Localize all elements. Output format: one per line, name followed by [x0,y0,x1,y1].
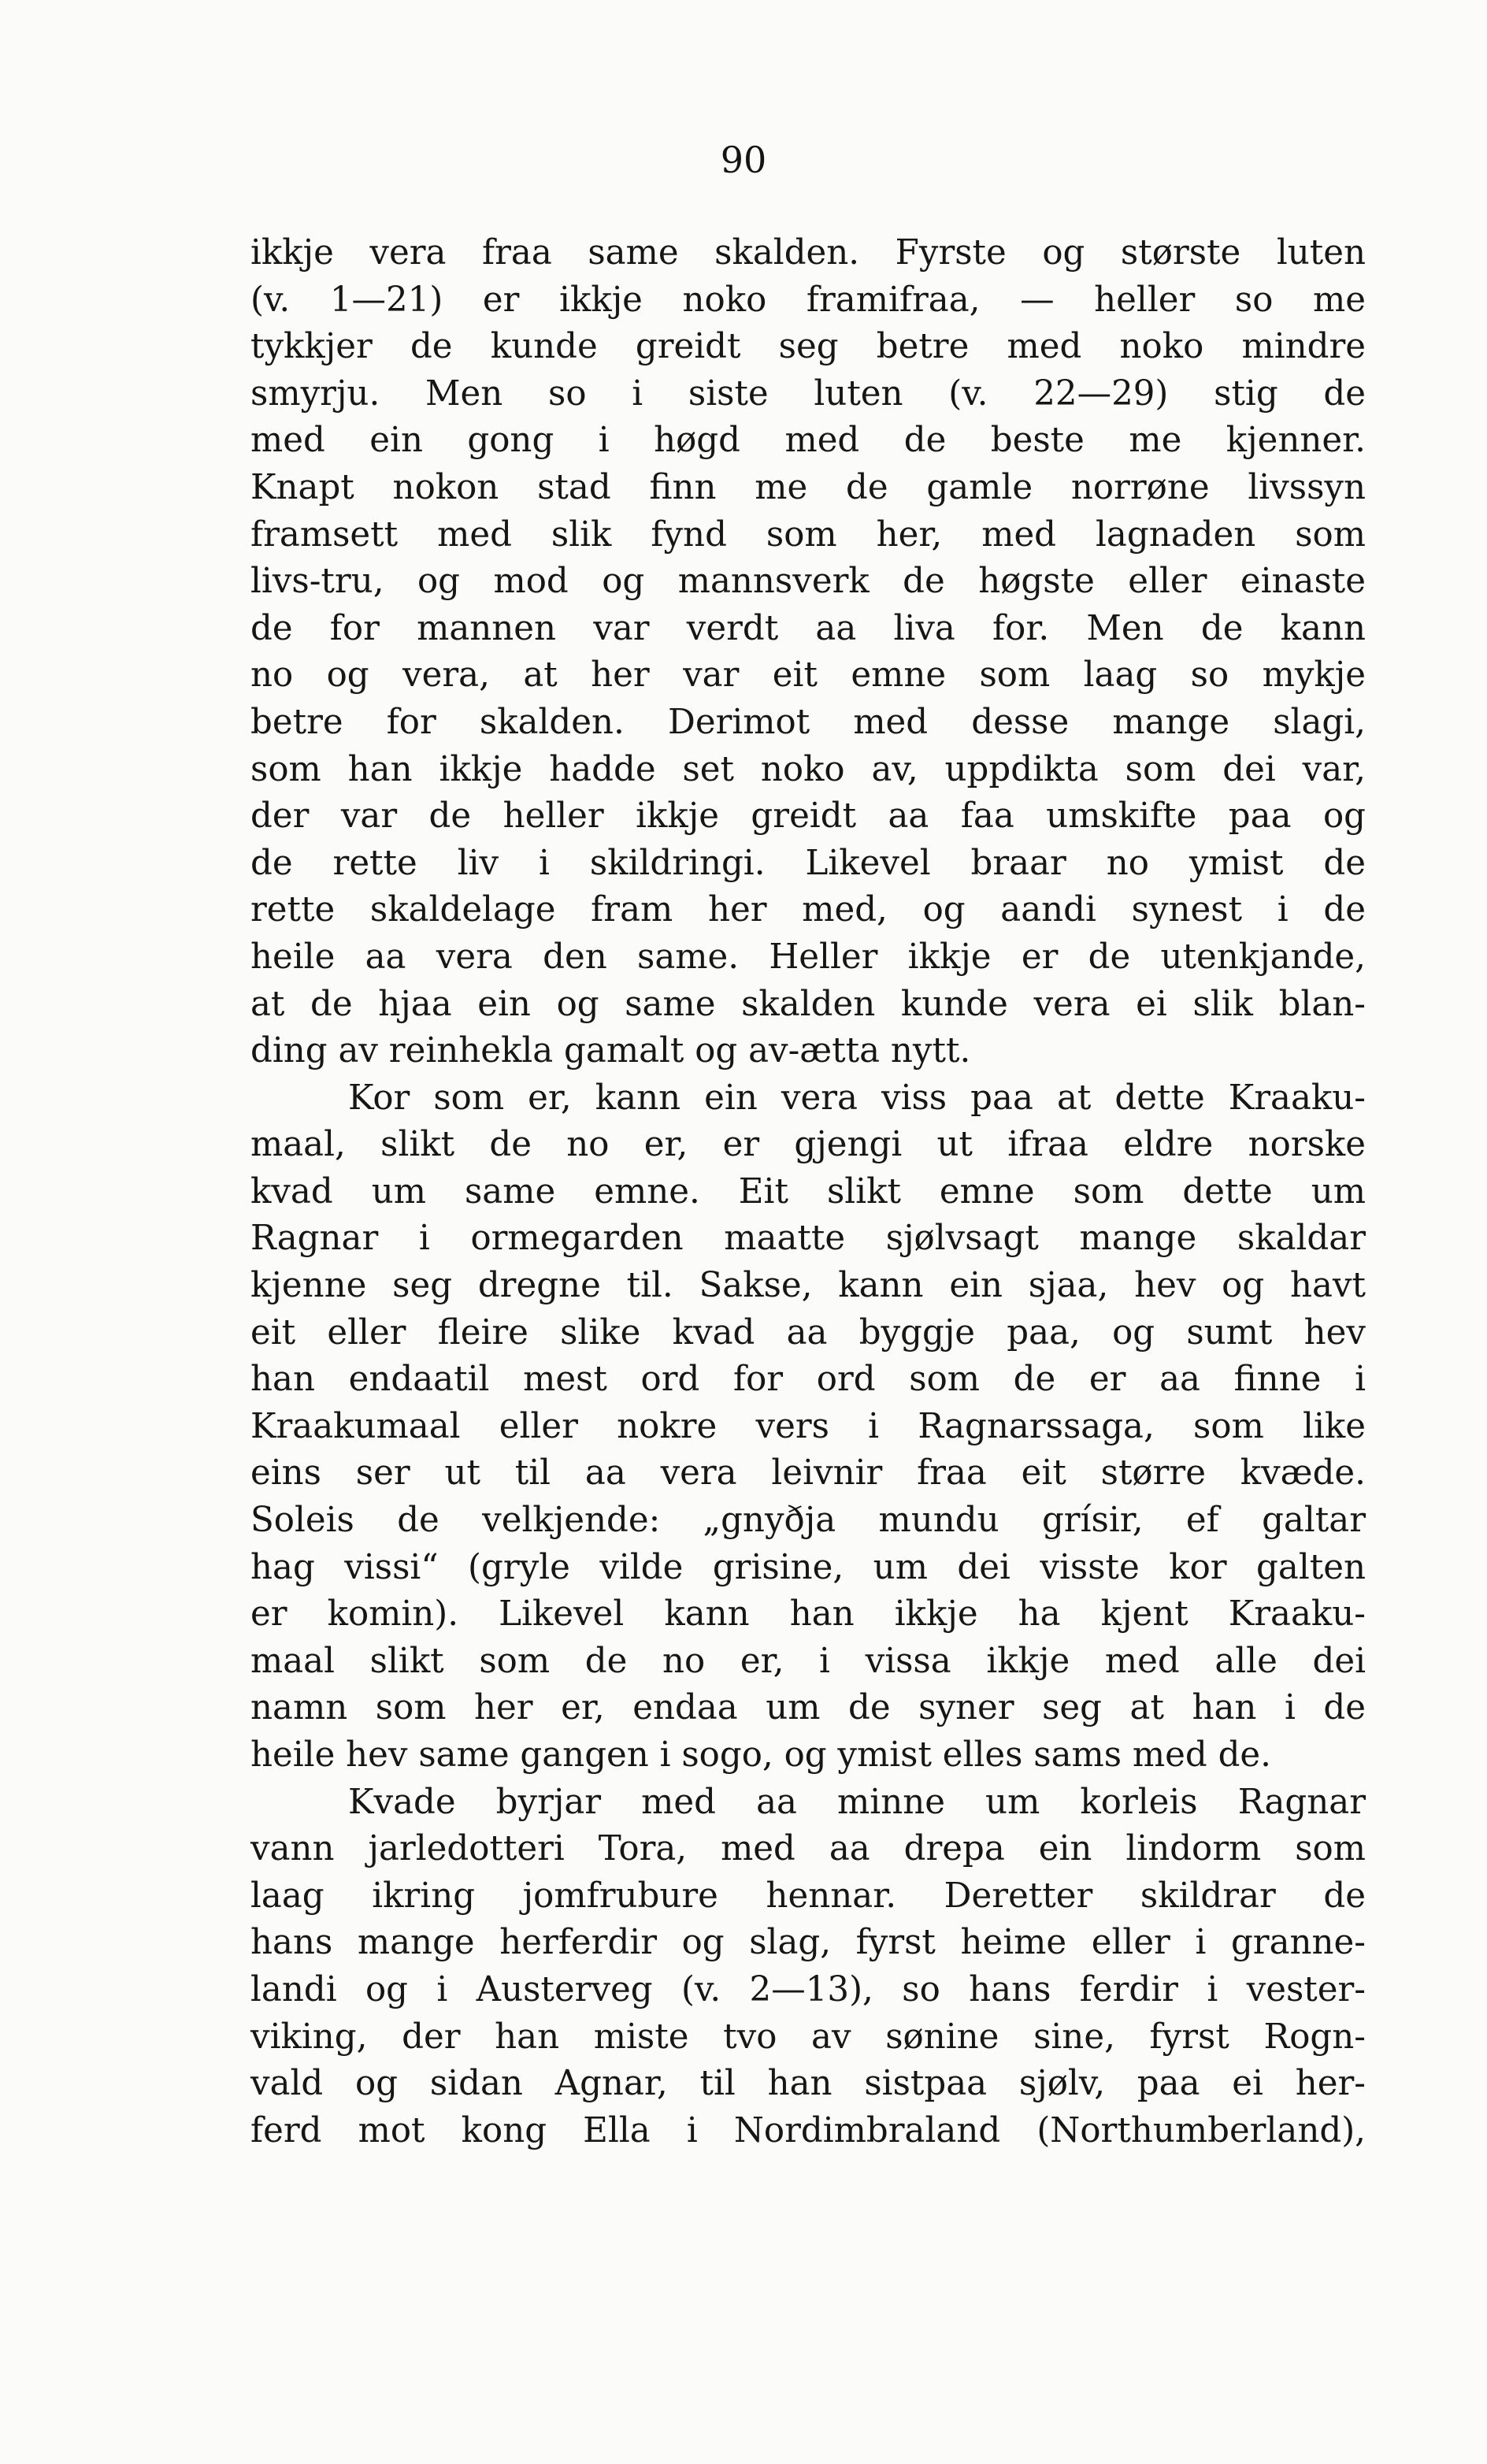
text-line: landi og i Austerveg (v. 2—13), so hans ferdir i vester- [250,1969,1366,2009]
text-line: vald og sidan Agnar, til han sistpaa sjølv, paa ei her- [250,2064,1366,2104]
text-line: tykkjer de kunde greidt seg betre med noko mindre [250,327,1366,367]
text-line: ferd mot kong Ella i Nordimbraland (Northumberland), [250,2110,1366,2150]
text-line: namn som her er, endaa um de syner seg at han i de [250,1688,1366,1728]
text-line: kjenne seg dregne til. Sakse, kann ein sjaa, hev og havt [250,1266,1366,1306]
text-line: kvad um same emne. Eit slikt emne som dette um [250,1171,1366,1212]
text-line: eit eller fleire slike kvad aa byggje paa, og sumt hev [250,1312,1366,1353]
text-line: er komin). Likevel kann han ikkje ha kjent Kraaku- [250,1594,1366,1635]
text-line: smyrju. Men so i siste luten (v. 22—29) stig de [250,373,1366,414]
text-line: Knapt nokon stad finn me de gamle norrøne livssyn [250,467,1366,507]
text-line: Kraakumaal eller nokre vers i Ragnarssaga, som like [250,1406,1366,1446]
text-line: no og vera, at her var eit emne som laag so mykje [250,655,1366,696]
text-line: ikkje vera fraa same skalden. Fyrste og største luten [250,233,1366,273]
text-line: maal, slikt de no er, er gjengi ut ifraa eldre norske [250,1125,1366,1165]
text-line: Soleis de velkjende: „gnyðja mundu grísir, ef galtar [250,1501,1366,1541]
page-number: 90 [720,139,767,181]
text-line: han endaatil mest ord for ord som de er aa finne i [250,1360,1366,1400]
text-line: hag vissi“ (gryle vilde grisine, um dei visste kor galten [250,1547,1366,1587]
text-line: de for mannen var verdt aa liva for. Men de kann [250,608,1366,648]
text-line: rette skaldelage fram her med, og aandi synest i de [250,890,1366,930]
text-line: betre for skalden. Derimot med desse mange slagi, [250,702,1366,742]
text-line: Kvade byrjar med aa minne um korleis Ragnar [348,1782,1366,1822]
text-line: hans mange herferdir og slag, fyrst heime eller i granne- [250,1923,1366,1963]
text-line: framsett med slik fynd som her, med lagnaden som [250,514,1366,555]
text-line: (v. 1—21) er ikkje noko framifraa, — heller so me [250,280,1366,320]
text-line: som han ikkje hadde set noko av, uppdikta som dei var, [250,749,1366,789]
text-line: laag ikring jomfrubure hennar. Deretter skildrar de [250,1876,1366,1916]
text-line: ding av reinhekla gamalt og av-ætta nytt. [250,1031,971,1071]
text-line: de rette liv i skildringi. Likevel braar no ymist de [250,843,1366,883]
text-line: heile hev same gangen i sogo, og ymist elles sams med de. [250,1735,1271,1775]
text-line: viking, der han miste tvo av sønine sine, fyrst Rogn- [250,2017,1366,2057]
body-text [250,230,1366,2154]
text-line: Kor som er, kann ein vera viss paa at dette Kraaku- [348,1078,1366,1118]
text-line: livs-tru, og mod og mannsverk de høgste eller einaste [250,562,1366,602]
text-line: heile aa vera den same. Heller ikkje er de utenkjande, [250,937,1366,977]
text-line: Ragnar i ormegarden maatte sjølvsagt mange skaldar [250,1219,1366,1259]
text-line: maal slikt som de no er, i vissa ikkje med alle dei [250,1641,1366,1681]
text-line: at de hjaa ein og same skalden kunde vera ei slik blan- [250,984,1366,1024]
text-line: der var de heller ikkje greidt aa faa umskifte paa og [250,796,1366,837]
text-line: vann jarledotteri Tora, med aa drepa ein lindorm som [250,1829,1366,1869]
text-line: med ein gong i høgd med de beste me kjenner. [250,421,1366,461]
text-line: eins ser ut til aa vera leivnir fraa eit større kvæde. [250,1453,1366,1494]
